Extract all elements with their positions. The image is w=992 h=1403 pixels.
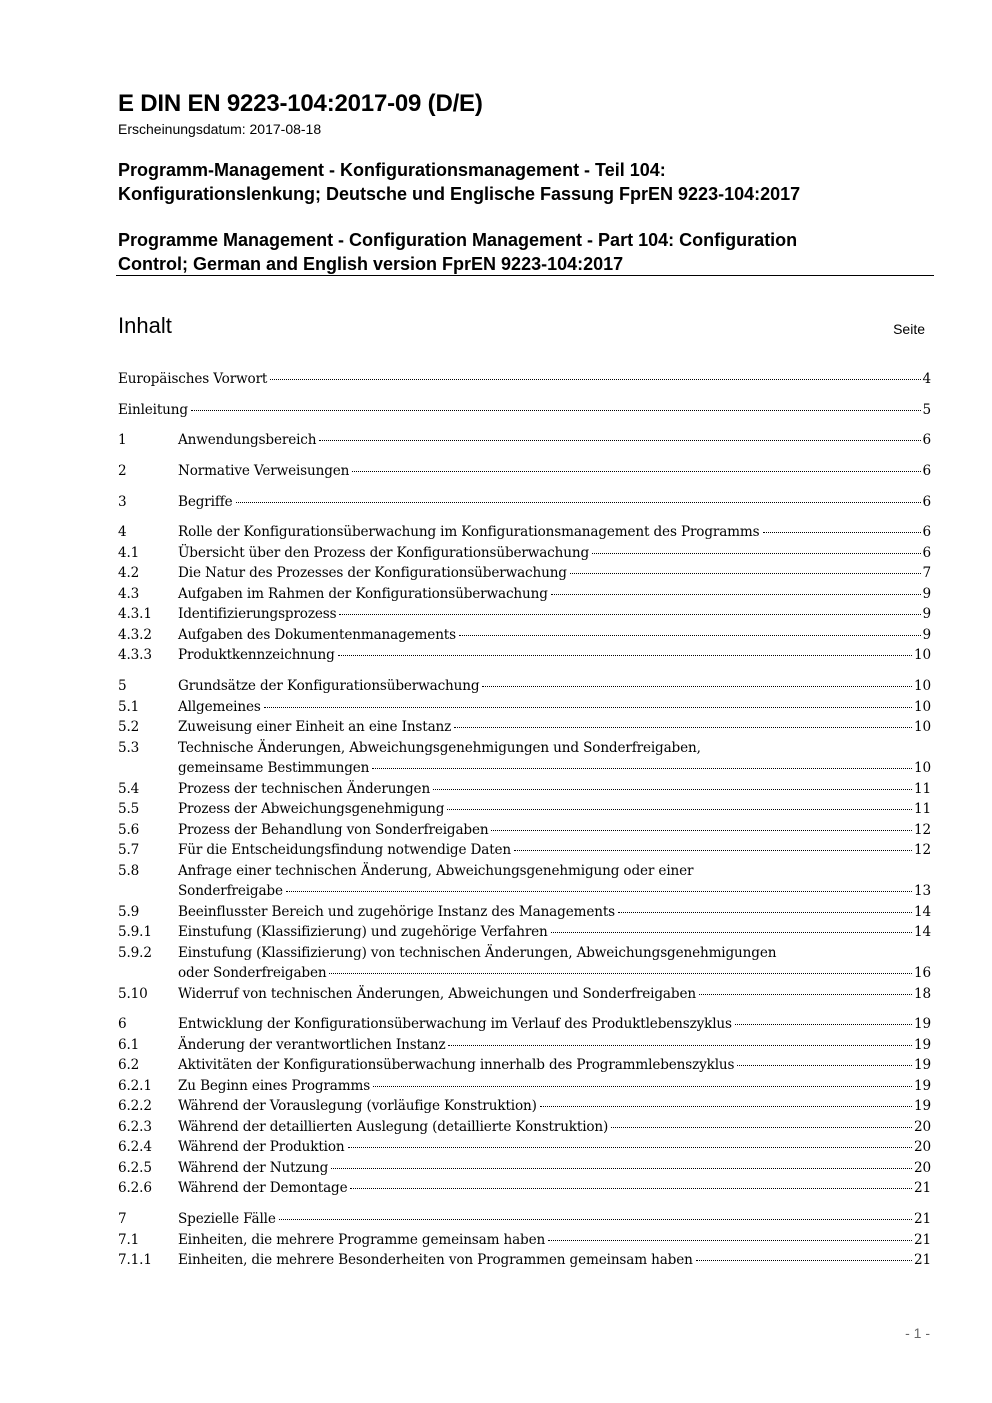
toc-leader-dots bbox=[735, 1024, 912, 1025]
toc-entry-page: 21 bbox=[914, 1180, 931, 1197]
toc-entry-title-continuation: gemeinsame Bestimmungen bbox=[178, 760, 370, 777]
toc-entry-page: 9 bbox=[922, 606, 931, 623]
toc-entry-number: 5.1 bbox=[118, 698, 140, 715]
page-number: - 1 - bbox=[905, 1325, 930, 1341]
toc-entry-page: 10 bbox=[914, 698, 931, 715]
toc-entry-title: Zuweisung einer Einheit an eine Instanz bbox=[178, 719, 452, 736]
toc-entry-title: Prozess der Behandlung von Sonderfreigaben bbox=[178, 821, 489, 838]
toc-entry-title: Allgemeines bbox=[178, 698, 261, 715]
toc-entry[interactable] bbox=[118, 779, 931, 800]
title-english-line-1: Programme Management - Configuration Management - Part 104: Configuration bbox=[118, 230, 798, 250]
toc-entry-number: 4.3 bbox=[118, 585, 140, 602]
toc-leader-dots bbox=[699, 994, 912, 995]
toc-entry-number: 6.2.1 bbox=[118, 1077, 152, 1094]
toc-entry-number: 6.2.5 bbox=[118, 1159, 152, 1176]
toc-leader-dots bbox=[514, 850, 912, 851]
toc-entry-number: 5.4 bbox=[118, 780, 140, 797]
toc-entry-title: Aktivitäten der Konfigurationsüberwachung innerhalb des Programmlebenszyklus bbox=[178, 1057, 735, 1074]
toc-entry[interactable] bbox=[118, 1209, 931, 1230]
toc-entry-number: 7.1 bbox=[118, 1231, 140, 1248]
toc-leader-dots bbox=[548, 1240, 912, 1241]
toc-entry-title: Rolle der Konfigurationsüberwachung im Konfigurationsmanagement des Programms bbox=[178, 524, 760, 541]
toc-entry-number: 1 bbox=[118, 432, 127, 449]
toc-entry-title: Identifizierungsprozess bbox=[178, 606, 337, 623]
toc-leader-dots bbox=[270, 379, 920, 380]
header-divider bbox=[116, 275, 934, 276]
toc-entry[interactable] bbox=[118, 1230, 931, 1251]
toc-entry-continuation[interactable] bbox=[118, 881, 931, 902]
toc-entry-title: Die Natur des Prozesses der Konfigurationsüberwachung bbox=[178, 565, 567, 582]
title-english bbox=[118, 228, 797, 276]
toc-entry-page: 12 bbox=[914, 821, 931, 838]
toc-entry-page: 19 bbox=[914, 1077, 931, 1094]
toc-entry-number: 3 bbox=[118, 493, 127, 510]
toc-entry-number: 4.1 bbox=[118, 544, 140, 561]
toc-entry-title: Prozess der technischen Änderungen bbox=[178, 780, 431, 797]
toc-entry[interactable] bbox=[118, 369, 931, 390]
title-german-line-1: Programm-Management - Konfigurationsmanagement - Teil 104: bbox=[118, 160, 666, 180]
toc-entry-number: 4.3.3 bbox=[118, 647, 152, 664]
document-id: E DIN EN 9223-104:2017-09 (D/E) bbox=[118, 90, 483, 117]
toc-leader-dots bbox=[348, 1147, 912, 1148]
toc-leader-dots bbox=[447, 809, 912, 810]
toc-entry-page: 19 bbox=[914, 1057, 931, 1074]
toc-entry-number: 7 bbox=[118, 1211, 127, 1227]
toc-leader-dots bbox=[696, 1260, 912, 1261]
toc-entry[interactable] bbox=[118, 676, 931, 697]
toc-entry[interactable] bbox=[118, 799, 931, 820]
toc-entry-page: 18 bbox=[914, 985, 931, 1002]
toc-entry-page: 14 bbox=[914, 924, 931, 941]
toc-entry-title: Aufgaben im Rahmen der Konfigurationsüberwachung bbox=[178, 585, 548, 602]
toc-entry-title: Anfrage einer technischen Änderung, Abweichungsgenehmigung oder einer bbox=[178, 862, 694, 879]
toc-entry[interactable] bbox=[118, 1014, 931, 1035]
toc-entry-title: Aufgaben des Dokumentenmanagements bbox=[178, 626, 456, 643]
toc-entry-page: 9 bbox=[922, 585, 931, 602]
toc-entry-number: 6 bbox=[118, 1016, 127, 1033]
toc-entry-number: 5.9.1 bbox=[118, 924, 152, 941]
toc-leader-dots bbox=[352, 471, 920, 472]
toc-entry-page: 20 bbox=[914, 1139, 931, 1156]
toc-entry[interactable] bbox=[118, 697, 931, 718]
toc-entry-number: 5.9 bbox=[118, 903, 140, 920]
toc-entry-number: 2 bbox=[118, 463, 127, 480]
toc-heading: Inhalt bbox=[118, 313, 172, 338]
toc-entry[interactable] bbox=[118, 625, 931, 646]
publication-date: Erscheinungsdatum: 2017-08-18 bbox=[118, 121, 322, 137]
toc-leader-dots bbox=[763, 532, 921, 533]
toc-entry-page: 10 bbox=[914, 647, 931, 664]
toc-leader-dots bbox=[372, 768, 912, 769]
toc-entry-title-continuation: Sonderfreigabe bbox=[178, 883, 283, 900]
toc-entry[interactable] bbox=[118, 902, 931, 923]
toc-entry-page: 7 bbox=[922, 565, 931, 582]
toc-entry[interactable] bbox=[118, 1117, 931, 1138]
toc-leader-dots bbox=[286, 891, 912, 892]
toc-entry-title: Während der detaillierten Auslegung (detaillierte Konstruktion) bbox=[178, 1118, 609, 1135]
toc-leader-dots bbox=[338, 655, 912, 656]
toc-entry[interactable] bbox=[118, 1035, 931, 1056]
toc-entry-page: 6 bbox=[922, 432, 931, 449]
toc-leader-dots bbox=[551, 932, 912, 933]
toc-leader-dots bbox=[482, 686, 912, 687]
toc-leader-dots bbox=[448, 1045, 912, 1046]
toc-entry[interactable] bbox=[118, 430, 931, 451]
toc-entry-title: Beeinflusster Bereich und zugehörige Instanz des Managements bbox=[178, 903, 615, 920]
toc-entry-page: 5 bbox=[922, 401, 931, 418]
toc-entry[interactable] bbox=[118, 1250, 931, 1271]
toc-entry[interactable] bbox=[118, 840, 931, 861]
toc-entry-title: Spezielle Fälle bbox=[178, 1211, 276, 1227]
toc-entry-title: Europäisches Vorwort bbox=[118, 371, 268, 387]
title-english-line-2: Control; German and English version FprEN 9223-104:2017 bbox=[118, 254, 624, 274]
toc-entry-number: 4.3.2 bbox=[118, 626, 152, 643]
toc-entry[interactable] bbox=[118, 1158, 931, 1179]
toc-entry-number: 4.2 bbox=[118, 565, 140, 582]
toc-entry-page: 10 bbox=[914, 760, 931, 777]
toc-entry-number: 6.2.4 bbox=[118, 1139, 152, 1156]
toc-entry-number: 5.9.2 bbox=[118, 944, 152, 961]
toc-leader-dots bbox=[540, 1106, 912, 1107]
toc-entry-page: 6 bbox=[922, 524, 931, 541]
toc-entry-number: 5.2 bbox=[118, 719, 140, 736]
toc-leader-dots bbox=[319, 440, 920, 441]
toc-entry-page: 4 bbox=[922, 371, 931, 387]
toc-entry-title: Einleitung bbox=[118, 401, 188, 418]
toc-entry[interactable] bbox=[118, 645, 931, 666]
toc-entry[interactable] bbox=[118, 543, 931, 564]
toc-entry-page: 21 bbox=[914, 1231, 931, 1248]
toc-entry[interactable] bbox=[118, 400, 931, 421]
toc-entry-page: 6 bbox=[922, 463, 931, 480]
toc-entry-page: 11 bbox=[914, 801, 931, 818]
toc-entry-page: 16 bbox=[914, 965, 931, 982]
toc-entry-title: Während der Vorauslegung (vorläufige Konstruktion) bbox=[178, 1098, 537, 1115]
toc-leader-dots bbox=[618, 912, 912, 913]
toc-entry-number: 6.2 bbox=[118, 1057, 140, 1074]
toc-entry-number: 5.10 bbox=[118, 985, 148, 1002]
toc-entry-title: Während der Demontage bbox=[178, 1180, 348, 1197]
toc-entry[interactable] bbox=[118, 1137, 931, 1158]
toc-entry-title: Prozess der Abweichungsgenehmigung bbox=[178, 801, 445, 818]
toc-leader-dots bbox=[264, 707, 912, 708]
toc-entry-page: 20 bbox=[914, 1118, 931, 1135]
toc-entry[interactable] bbox=[118, 943, 931, 964]
toc-entry-number: 5.7 bbox=[118, 842, 140, 859]
toc-entry[interactable] bbox=[118, 461, 931, 482]
toc-entry-title: Produktkennzeichnung bbox=[178, 647, 335, 664]
toc-leader-dots bbox=[459, 635, 921, 636]
toc-leader-dots bbox=[592, 553, 920, 554]
toc-entry-title: Normative Verweisungen bbox=[178, 463, 350, 480]
toc-entry[interactable] bbox=[118, 1096, 931, 1117]
toc-entry-page: 20 bbox=[914, 1159, 931, 1176]
toc-entry-title-continuation: oder Sonderfreigaben bbox=[178, 965, 327, 982]
toc-entry-continuation[interactable] bbox=[118, 963, 931, 984]
toc-leader-dots bbox=[279, 1219, 912, 1220]
toc-entry-title: Einheiten, die mehrere Besonderheiten von Programmen gemeinsam haben bbox=[178, 1252, 693, 1268]
toc-entry-number: 5.8 bbox=[118, 862, 140, 879]
toc-entry-number: 7.1.1 bbox=[118, 1252, 152, 1268]
toc-leader-dots bbox=[611, 1127, 912, 1128]
toc-entry-number: 5.3 bbox=[118, 739, 140, 756]
toc-leader-dots bbox=[551, 594, 921, 595]
toc-entry-number: 4 bbox=[118, 524, 127, 541]
toc-entry-page: 6 bbox=[922, 544, 931, 561]
toc-entry-page: 10 bbox=[914, 719, 931, 736]
toc-entry-number: 5.5 bbox=[118, 801, 140, 818]
toc-entry-number: 6.2.6 bbox=[118, 1180, 152, 1197]
toc-entry[interactable] bbox=[118, 922, 931, 943]
toc-entry-number: 5 bbox=[118, 678, 127, 695]
toc-entry-title: Während der Nutzung bbox=[178, 1159, 329, 1176]
toc-entry[interactable] bbox=[118, 522, 931, 543]
toc-entry[interactable] bbox=[118, 820, 931, 841]
toc-entry-title: Anwendungsbereich bbox=[178, 432, 317, 449]
toc-entry-title: Änderung der verantwortlichen Instanz bbox=[178, 1036, 446, 1053]
toc-entry-title: Einstufung (Klassifizierung) und zugehörige Verfahren bbox=[178, 924, 548, 941]
toc-entry-page: 12 bbox=[914, 842, 931, 859]
toc-entry-number: 4.3.1 bbox=[118, 606, 152, 623]
toc-entry[interactable] bbox=[118, 1178, 931, 1199]
toc-entry-page: 19 bbox=[914, 1036, 931, 1053]
toc-entry-title: Übersicht über den Prozess der Konfigurationsüberwachung bbox=[178, 544, 590, 561]
toc-entry-page: 19 bbox=[914, 1016, 931, 1033]
toc-entry-page: 13 bbox=[914, 883, 931, 900]
toc-entry-page: 14 bbox=[914, 903, 931, 920]
toc-entry-title: Während der Produktion bbox=[178, 1139, 345, 1156]
toc-entry-title: Einstufung (Klassifizierung) von technischen Änderungen, Abweichungsgenehmigungen bbox=[178, 944, 777, 961]
toc-leader-dots bbox=[433, 789, 912, 790]
toc-entry-number: 6.2.2 bbox=[118, 1098, 152, 1115]
toc-entry[interactable] bbox=[118, 717, 931, 738]
toc-entry-number: 6.1 bbox=[118, 1036, 140, 1053]
toc-entry-page: 11 bbox=[914, 780, 931, 797]
toc-page-column-heading: Seite bbox=[893, 321, 925, 337]
toc-entry-continuation[interactable] bbox=[118, 758, 931, 779]
toc-entry-page: 21 bbox=[914, 1211, 931, 1227]
toc-entry-page: 9 bbox=[922, 626, 931, 643]
toc-leader-dots bbox=[236, 502, 921, 503]
toc-entry-title: Widerruf von technischen Änderungen, Abweichungen und Sonderfreigaben bbox=[178, 985, 696, 1002]
toc-entry-page: 21 bbox=[914, 1252, 931, 1268]
toc-leader-dots bbox=[191, 410, 921, 411]
toc-leader-dots bbox=[373, 1086, 912, 1087]
toc-entry[interactable] bbox=[118, 738, 931, 759]
toc-entry-page: 6 bbox=[922, 493, 931, 510]
toc-entry-title: Entwicklung der Konfigurationsüberwachung im Verlauf des Produktlebenszyklus bbox=[178, 1016, 732, 1033]
toc-entry[interactable] bbox=[118, 861, 931, 882]
toc-entry-number: 5.6 bbox=[118, 821, 140, 838]
toc-entry-number: 6.2.3 bbox=[118, 1118, 152, 1135]
toc-entry[interactable] bbox=[118, 563, 931, 584]
toc-entry[interactable] bbox=[118, 1055, 931, 1076]
toc-leader-dots bbox=[331, 1168, 912, 1169]
toc-entry[interactable] bbox=[118, 584, 931, 605]
toc-leader-dots bbox=[737, 1065, 912, 1066]
title-german bbox=[118, 158, 800, 206]
toc-leader-dots bbox=[570, 573, 921, 574]
title-german-line-2: Konfigurationslenkung; Deutsche und Englische Fassung FprEN 9223-104:2017 bbox=[118, 184, 801, 204]
toc-entry[interactable] bbox=[118, 1076, 931, 1097]
toc-leader-dots bbox=[350, 1188, 912, 1189]
toc-entry-title: Einheiten, die mehrere Programme gemeinsam haben bbox=[178, 1231, 546, 1248]
table-of-contents bbox=[118, 369, 931, 1271]
toc-entry-title: Für die Entscheidungsfindung notwendige Daten bbox=[178, 842, 512, 859]
toc-entry-title: Begriffe bbox=[178, 493, 233, 510]
toc-entry-title: Grundsätze der Konfigurationsüberwachung bbox=[178, 678, 480, 695]
toc-entry[interactable] bbox=[118, 984, 931, 1005]
toc-entry-title: Zu Beginn eines Programms bbox=[178, 1077, 371, 1094]
toc-leader-dots bbox=[329, 973, 912, 974]
toc-leader-dots bbox=[339, 614, 920, 615]
toc-entry[interactable] bbox=[118, 604, 931, 625]
toc-entry-page: 10 bbox=[914, 678, 931, 695]
toc-entry[interactable] bbox=[118, 492, 931, 513]
toc-entry-title: Technische Änderungen, Abweichungsgenehmigungen und Sonderfreigaben, bbox=[178, 739, 701, 756]
toc-entry-page: 19 bbox=[914, 1098, 931, 1115]
toc-leader-dots bbox=[491, 830, 912, 831]
toc-leader-dots bbox=[454, 727, 912, 728]
